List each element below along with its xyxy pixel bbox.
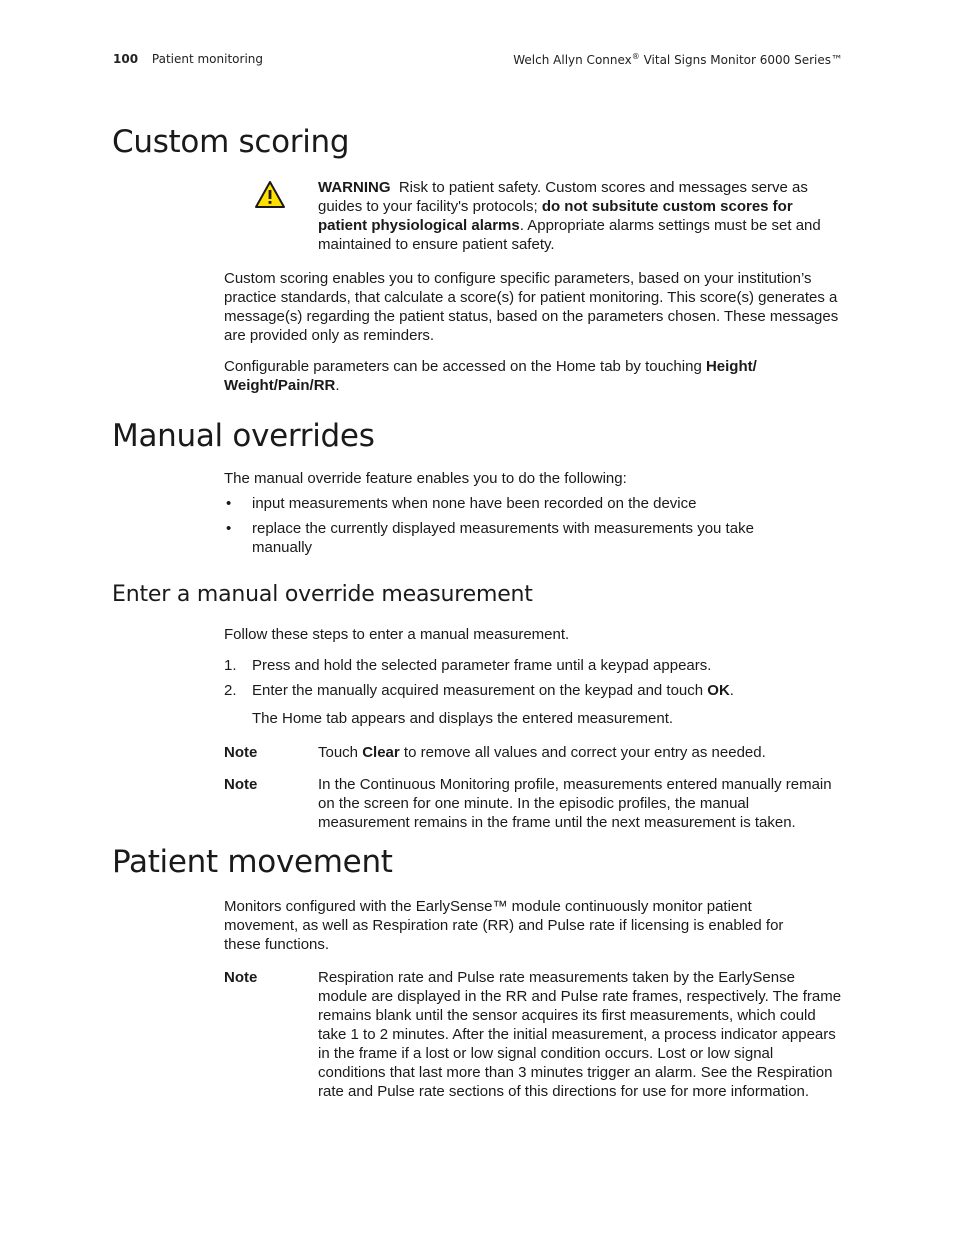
warning-text-1: Risk to patient safety. Custom scores and messages serve as guides to your facility's protocols;	[318, 179, 813, 215]
note1-text-1: Touch	[318, 744, 363, 761]
warning-bold: do not subsitute custom scores for patient physiological alarms	[318, 198, 793, 234]
step-text: Press and hold the selected parameter frame until a keypad appears.	[252, 657, 712, 674]
page-header	[113, 52, 843, 66]
step-number: 2.	[224, 682, 237, 699]
note-text	[318, 743, 843, 762]
bullet-icon: •	[226, 520, 232, 537]
product-series: Vital Signs Monitor 6000 Series™	[639, 53, 843, 67]
page-number: 100	[113, 52, 139, 66]
warning-text	[318, 178, 843, 254]
patient-movement-para: Monitors configured with the EarlySense™ module continuously monitor patient movement, as well as Respiration rate (RR) and Pulse rate if licensing is enabled for these functions.	[224, 898, 784, 953]
warning-icon	[254, 180, 286, 210]
note-label: Note	[224, 969, 258, 986]
note-text: Respiration rate and Pulse rate measurements taken by the EarlySense module are displayed in the RR and Pulse rate frames, respectively. The frame remains blank until the sensor acquires its first measurements, which could take 1 to 2 minutes. After the initial measurement, a process indicator appears in the frame if a lost or low signal condition occurs. Lost or low signal conditions that last more than 3 minutes trigger an alarm. See the Respiration rate and Pulse rate sections of this directions for use for more information.	[318, 969, 842, 1100]
product-name: Welch Allyn Connex	[513, 53, 632, 67]
step-2-text: Enter the manually acquired measurement on the keypad and touch	[252, 682, 708, 699]
note1-bold: Clear	[362, 744, 400, 761]
custom-scoring-para2	[224, 357, 804, 395]
step-2-bold: OK	[707, 682, 730, 699]
list-item: input measurements when none have been recorded on the device	[252, 495, 697, 512]
para2-text: Configurable parameters can be accessed on the Home tab by touching	[224, 358, 706, 375]
enter-override-intro: Follow these steps to enter a manual measurement.	[224, 626, 570, 643]
note-text: In the Continuous Monitoring profile, measurements entered manually remain on the screen for one minute. In the episodic profiles, the manual measurement remains in the frame until the next measurement is taken.	[318, 776, 832, 831]
step-2-end: .	[729, 682, 734, 699]
header-section: Patient monitoring	[151, 52, 263, 66]
note-label: Note	[224, 776, 258, 793]
note-label: Note	[224, 744, 258, 761]
step-text	[252, 681, 842, 700]
list-item: replace the currently displayed measurements with measurements you take manually	[252, 520, 754, 556]
para2-end: .	[335, 377, 340, 394]
manual-overrides-intro: The manual override feature enables you to do the following:	[224, 470, 627, 487]
section-title-patient-movement: Patient movement	[112, 844, 393, 880]
registered-mark: ®	[631, 52, 640, 61]
header-product	[513, 52, 843, 67]
section-title-custom-scoring: Custom scoring	[112, 124, 350, 160]
subsection-title-enter-override: Enter a manual override measurement	[112, 582, 533, 607]
custom-scoring-para1: Custom scoring enables you to configure specific parameters, based on your institution’s practice standards, that calculate a score(s) for patient monitoring. This score(s) generates a message(s) regarding the patient status, based on the parameters chosen. These messages are provided only as reminders.	[224, 270, 839, 344]
bullet-icon: •	[226, 495, 232, 512]
warning-text-2: . Appropriate alarms settings must be set and maintained to ensure patient safety.	[318, 217, 821, 253]
section-title-manual-overrides: Manual overrides	[112, 418, 375, 454]
step-result: The Home tab appears and displays the entered measurement.	[252, 710, 674, 727]
step-number: 1.	[224, 657, 237, 674]
warning-label: WARNING	[318, 179, 391, 196]
note1-text-2: to remove all values and correct your entry as needed.	[399, 744, 766, 761]
para2-bold: Height/ Weight/Pain/RR	[224, 358, 757, 394]
